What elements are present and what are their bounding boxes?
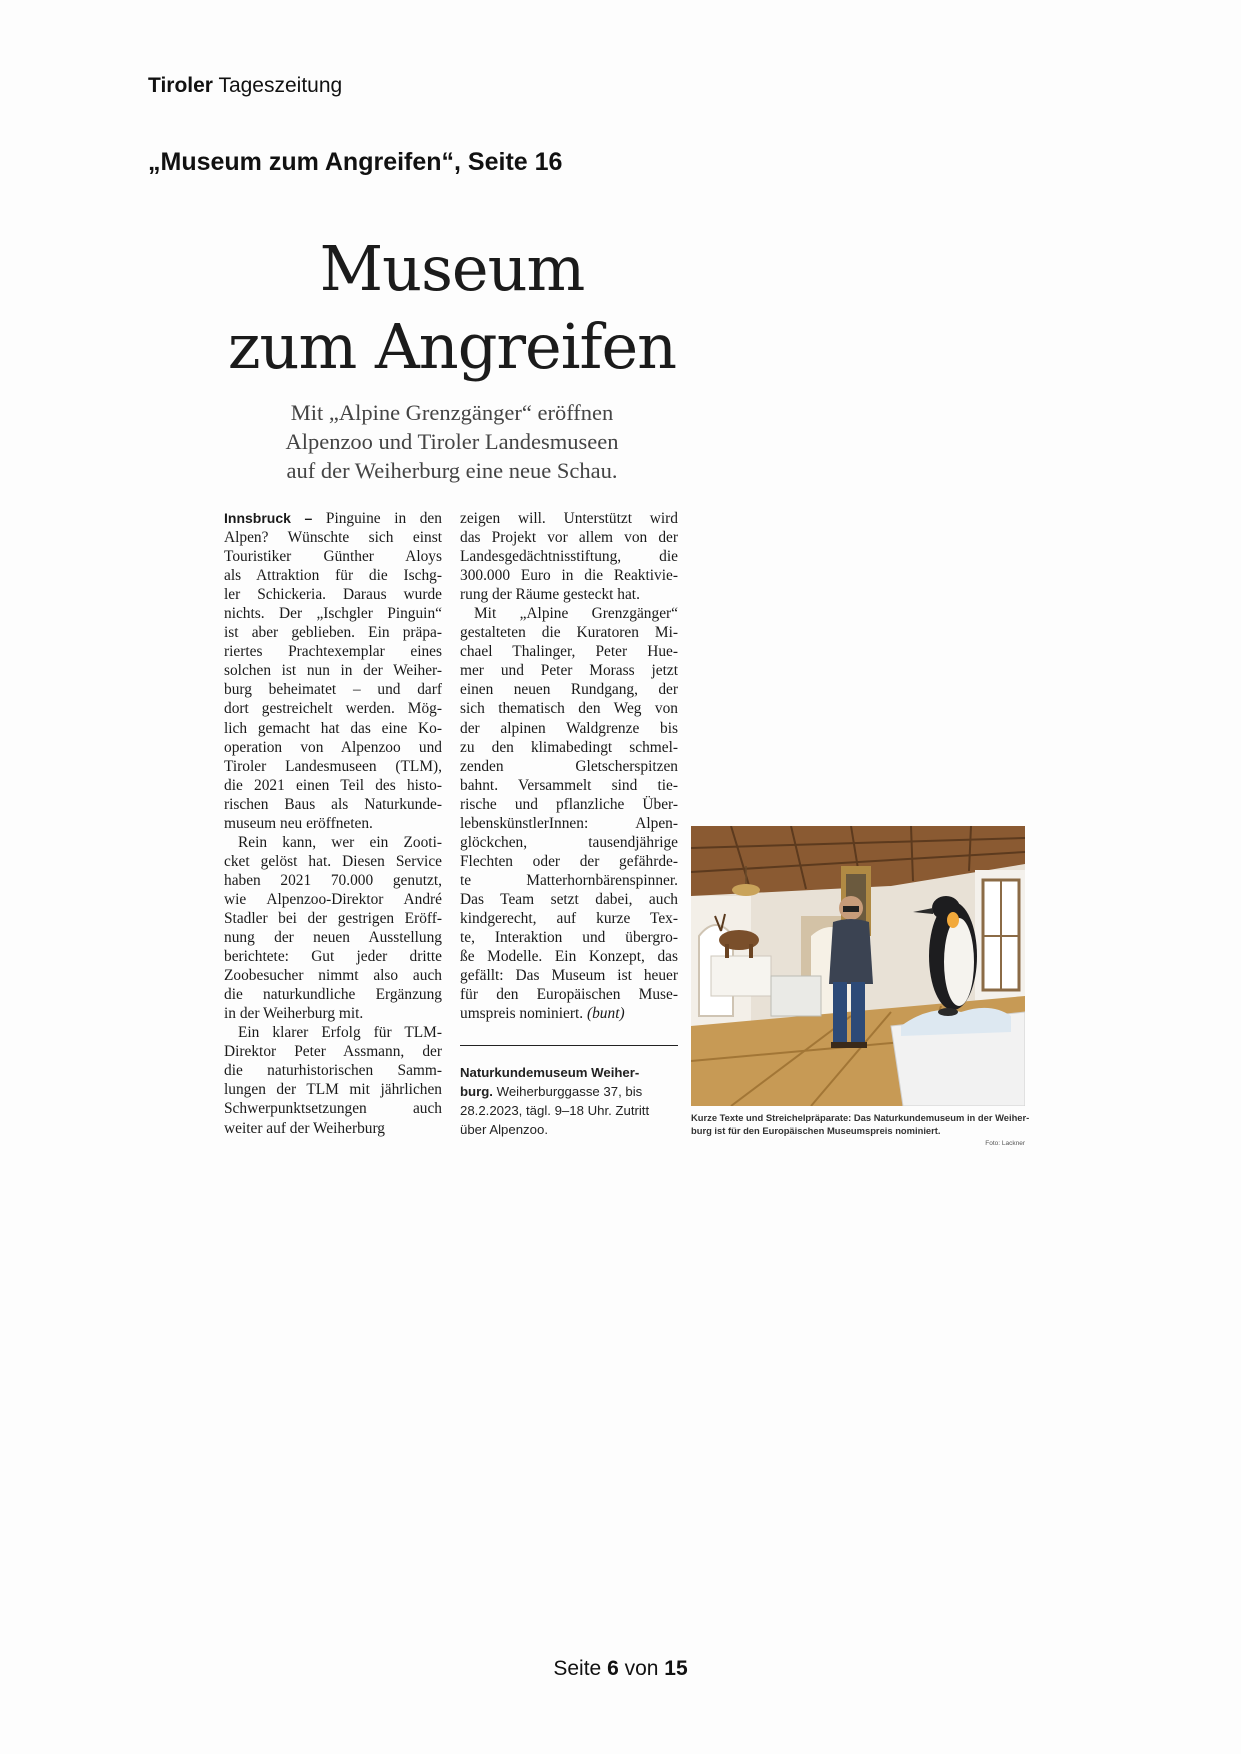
- article-text-line: [460, 604, 678, 623]
- article-subheadline: [222, 398, 682, 485]
- article-text: rische und pflanzliche Über-: [460, 795, 678, 813]
- article-text-line: [460, 623, 678, 642]
- photo-credit: Foto: Lackner: [985, 1140, 1025, 1147]
- article-text: rung der Räume gesteckt hat.: [460, 586, 640, 604]
- article-column-1: [224, 509, 442, 1138]
- article-text: Landesgedächtnisstiftung, die: [460, 548, 678, 566]
- article-text-line: [224, 909, 442, 928]
- article-text: gefällt: Das Museum ist heuer: [460, 967, 678, 985]
- article-text-line: [224, 642, 442, 661]
- article-text-line: [224, 585, 442, 604]
- article-text: 300.000 Euro in die Reaktivie-: [460, 567, 678, 585]
- article-text: die 2021 einen Teil des histo-: [224, 776, 442, 794]
- article-text: bahnt. Versammelt sind tie-: [460, 776, 678, 794]
- article-text: burg beheimatet – und darf: [224, 681, 442, 699]
- article-text-line: [460, 680, 678, 699]
- article-text-line: [224, 1004, 442, 1023]
- article-text-line: [224, 1119, 442, 1138]
- article-text-line: [460, 814, 678, 833]
- newspaper-clipping: [222, 230, 1030, 1147]
- article-text-line: [460, 566, 678, 585]
- caption-line-2-text: burg ist für den Europäischen Museumspreis nominiert.: [691, 1125, 941, 1136]
- article-text: in der Weiherburg mit.: [224, 1005, 364, 1023]
- article-text: Schwerpunktsetzungen auch: [224, 1100, 442, 1118]
- article-text-line: [224, 623, 442, 642]
- article-text: kindgerecht, auf kurze Tex-: [460, 909, 678, 927]
- article-text-line: [224, 604, 442, 623]
- subheadline-line-1: Mit „Alpine Grenzgänger“ eröffnen: [290, 400, 614, 425]
- article-text: nichts. Der „Ischgler Pinguin“: [224, 605, 442, 623]
- article-text-line: [460, 757, 678, 776]
- article-column-2: [460, 509, 678, 1023]
- article-text: Stadler bei der gestrigen Eröff-: [224, 909, 442, 927]
- article-text-line: [460, 528, 678, 547]
- article-text-line: [460, 661, 678, 680]
- article-text-line: [224, 947, 442, 966]
- article-text: Rein kann, wer ein Zooti-: [238, 833, 442, 851]
- info-line-2: [460, 1082, 678, 1101]
- article-text: wie Alpenzoo-Direktor André: [224, 890, 442, 908]
- article-text: die naturhistorischen Samm-: [224, 1062, 442, 1080]
- article-text: weiter auf der Weiherburg: [224, 1119, 386, 1137]
- article-text: Pinguine in den: [325, 510, 442, 527]
- article-text: der alpinen Waldgrenze bis: [460, 719, 678, 737]
- article-text-line: [460, 719, 678, 738]
- info-line-3: 28.2.2023, tägl. 9–18 Uhr. Zutritt: [460, 1103, 650, 1118]
- publication-name: [148, 74, 342, 98]
- subheadline-line-2: Alpenzoo und Tiroler Landesmuseen: [285, 429, 619, 454]
- article-text: Ein klarer Erfolg für TLM-: [238, 1024, 442, 1042]
- article-text-line: [224, 699, 442, 718]
- article-text: lebenskünstlerInnen: Alpen-: [460, 814, 678, 832]
- article-text: Tiroler Landesmuseen (TLM),: [224, 757, 442, 775]
- article-text: ler Schickeria. Daraus wurde: [224, 586, 442, 604]
- article-text: te Matterhornbärenspinner.: [460, 871, 678, 889]
- article-text: Direktor Peter Assmann, der: [224, 1043, 442, 1061]
- article-text-line: [460, 547, 678, 566]
- article-text: die naturkundliche Ergänzung: [224, 986, 442, 1004]
- article-text: Flechten oder der gefährde-: [460, 852, 678, 870]
- article-text: Das Team setzt dabei, auch: [460, 890, 678, 908]
- article-text-line: [224, 661, 442, 680]
- article-text-line: [460, 795, 678, 814]
- article-text-line: [224, 547, 442, 566]
- article-text-line: [224, 852, 442, 871]
- article-text: Touristiker Günther Aloys: [224, 548, 442, 566]
- page-number-prefix: Seite: [553, 1657, 602, 1680]
- article-text-line: [224, 795, 442, 814]
- article-text-line: [224, 833, 442, 852]
- article-text-line: [224, 814, 442, 833]
- article-text-line: [224, 776, 442, 795]
- article-text-line: [224, 928, 442, 947]
- article-text: cket gelöst hat. Diesen Service: [224, 852, 442, 870]
- article-text: umspreis nominiert.: [460, 1005, 584, 1023]
- article-text: für den Europäischen Muse-: [460, 986, 678, 1004]
- article-text-line: [460, 928, 678, 947]
- caption-line-2: [691, 1124, 1025, 1147]
- article-text-line: [460, 852, 678, 871]
- article-text-line: [460, 738, 678, 757]
- article-text: glöckchen, tausendjährige: [460, 833, 678, 851]
- article-text: ße Modelle. Ein Konzept, das: [460, 948, 678, 966]
- article-text: Alpen? Wünschte sich einst: [224, 529, 442, 547]
- article-text-line: [224, 1099, 442, 1118]
- caption-line-1: Kurze Texte und Streichelpräparate: Das Naturkundemuseum in der Weiher-: [691, 1112, 1030, 1123]
- page-number-total: 15: [664, 1657, 688, 1680]
- publication-name-bold: Tiroler: [148, 74, 213, 97]
- info-line-4: über Alpenzoo.: [460, 1122, 548, 1137]
- article-text-line: [224, 1042, 442, 1061]
- article-text: museum neu eröffneten.: [224, 814, 373, 832]
- article-text: operation von Alpenzoo und: [224, 738, 442, 756]
- page-number-current: 6: [607, 1657, 619, 1680]
- info-address: Weiherburggasse 37, bis: [492, 1084, 643, 1099]
- article-text: lungen der TLM mit jährlichen: [224, 1081, 442, 1099]
- article-text-line: [460, 585, 678, 604]
- article-text-line: [460, 966, 678, 985]
- page-number: [0, 1657, 1241, 1681]
- article-text: zenden Gletscherspitzen: [460, 757, 678, 775]
- article-text: Mit „Alpine Grenzgänger“: [474, 605, 678, 623]
- article-text: solchen ist nun in der Weiher-: [224, 662, 442, 680]
- article-text: te, Interaktion und übergro-: [460, 929, 678, 947]
- article-text: einen neuen Rundgang, der: [460, 681, 678, 699]
- article-text: dort gestreichelt werden. Mög-: [224, 700, 442, 718]
- article-text-line: [460, 509, 678, 528]
- info-title-part-2: burg.: [460, 1084, 493, 1099]
- article-byline: (bunt): [586, 1005, 625, 1023]
- article-text-line: [460, 776, 678, 795]
- article-text: das Projekt vor allem von der: [460, 529, 678, 547]
- article-text-line: [460, 947, 678, 966]
- article-text: chael Thalinger, Peter Hue-: [460, 643, 678, 661]
- photo-caption: [691, 1111, 1030, 1147]
- article-text-line: [224, 966, 442, 985]
- article-text-line: [224, 1023, 442, 1042]
- article-text-line: [224, 528, 442, 547]
- article-text-line: [224, 680, 442, 699]
- article-text-line: [224, 738, 442, 757]
- article-text: Zoobesucher nimmt also auch: [224, 967, 442, 985]
- article-text-line: [224, 719, 442, 738]
- article-text: rischen Baus als Naturkunde-: [224, 795, 442, 813]
- article-text-line: [460, 833, 678, 852]
- article-text: haben 2021 70.000 genutzt,: [224, 871, 442, 889]
- article-text-line: [460, 985, 678, 1004]
- article-text-line: [224, 1061, 442, 1080]
- article-text-line: [224, 1080, 442, 1099]
- article-text-line: [460, 699, 678, 718]
- article-text: berichtete: Gut jeder dritte: [224, 948, 442, 966]
- article-text: sich thematisch den Weg von: [460, 700, 678, 718]
- article-text-line: [224, 985, 442, 1004]
- article-text-line: [224, 890, 442, 909]
- article-text-line: [224, 757, 442, 776]
- article-text: nung der neuen Ausstellung: [224, 929, 442, 947]
- subheadline-line-3: auf der Weiherburg eine neue Schau.: [286, 458, 618, 483]
- article-text-line: [460, 642, 678, 661]
- article-text: mer und Peter Morass jetzt: [460, 662, 678, 680]
- article-text: gestalteten die Kuratoren Mi-: [460, 624, 678, 642]
- article-headline: [222, 230, 682, 386]
- info-box-divider: [460, 1045, 678, 1046]
- article-text: zeigen will. Unterstützt wird: [460, 510, 678, 527]
- article-text: als Attraktion für die Ischg-: [224, 567, 442, 585]
- article-text-line: [460, 871, 678, 890]
- info-line-1: [460, 1063, 678, 1082]
- info-title-part-1: Naturkundemuseum Weiher-: [460, 1065, 640, 1080]
- article-text-line: [460, 1004, 678, 1023]
- museum-photo: [691, 826, 1025, 1106]
- article-text: lich gemacht hat das eine Ko-: [224, 719, 442, 737]
- page-number-middle: von: [624, 1657, 659, 1680]
- article-reference: „Museum zum Angreifen“, Seite 16: [148, 148, 563, 176]
- article-text: riertes Prachtexemplar eines: [224, 643, 442, 661]
- article-dateline: Innsbruck –: [224, 510, 313, 526]
- article-text: ist aber geblieben. Ein präpa-: [224, 624, 442, 642]
- article-text-line: [224, 871, 442, 890]
- article-text-line: [224, 509, 442, 528]
- article-text-line: [224, 566, 442, 585]
- publication-name-rest: Tageszeitung: [218, 74, 343, 97]
- headline-line-2: zum Angreifen: [227, 310, 677, 383]
- article-text-line: [460, 909, 678, 928]
- article-text: zu den klimabedingt schmel-: [460, 738, 678, 756]
- headline-line-1: Museum: [319, 232, 585, 305]
- info-box: [460, 1063, 678, 1139]
- article-text-line: [460, 890, 678, 909]
